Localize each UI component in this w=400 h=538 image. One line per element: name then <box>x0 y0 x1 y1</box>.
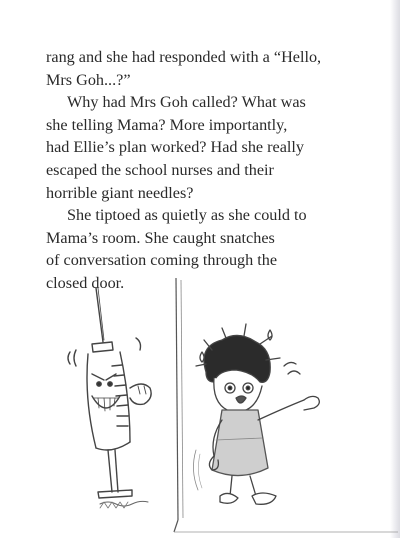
text-line: had Ellie’s plan worked? Had she really <box>46 138 305 157</box>
syringe-character-icon <box>68 288 151 508</box>
text-line: of conversation coming through the <box>46 251 278 270</box>
text-line: rang and she had responded with a “Hello, <box>46 48 322 66</box>
story-text <box>46 46 386 295</box>
door-frame-icon <box>174 278 398 532</box>
text-line: Mama’s room. She caught snatches <box>46 228 275 247</box>
text-line: closed door. <box>46 273 125 292</box>
text-line: Why had Mrs Goh called? What was <box>67 93 306 112</box>
story-illustration <box>0 270 400 538</box>
text-line: she telling Mama? More importantly, <box>46 115 288 134</box>
frightened-girl-icon <box>193 324 319 504</box>
text-line: escaped the school nurses and their <box>46 160 274 179</box>
text-line: horrible giant needles? <box>46 183 194 202</box>
text-line: She tiptoed as quietly as she could to <box>67 206 307 225</box>
text-line: Mrs Goh...?” <box>46 70 131 89</box>
